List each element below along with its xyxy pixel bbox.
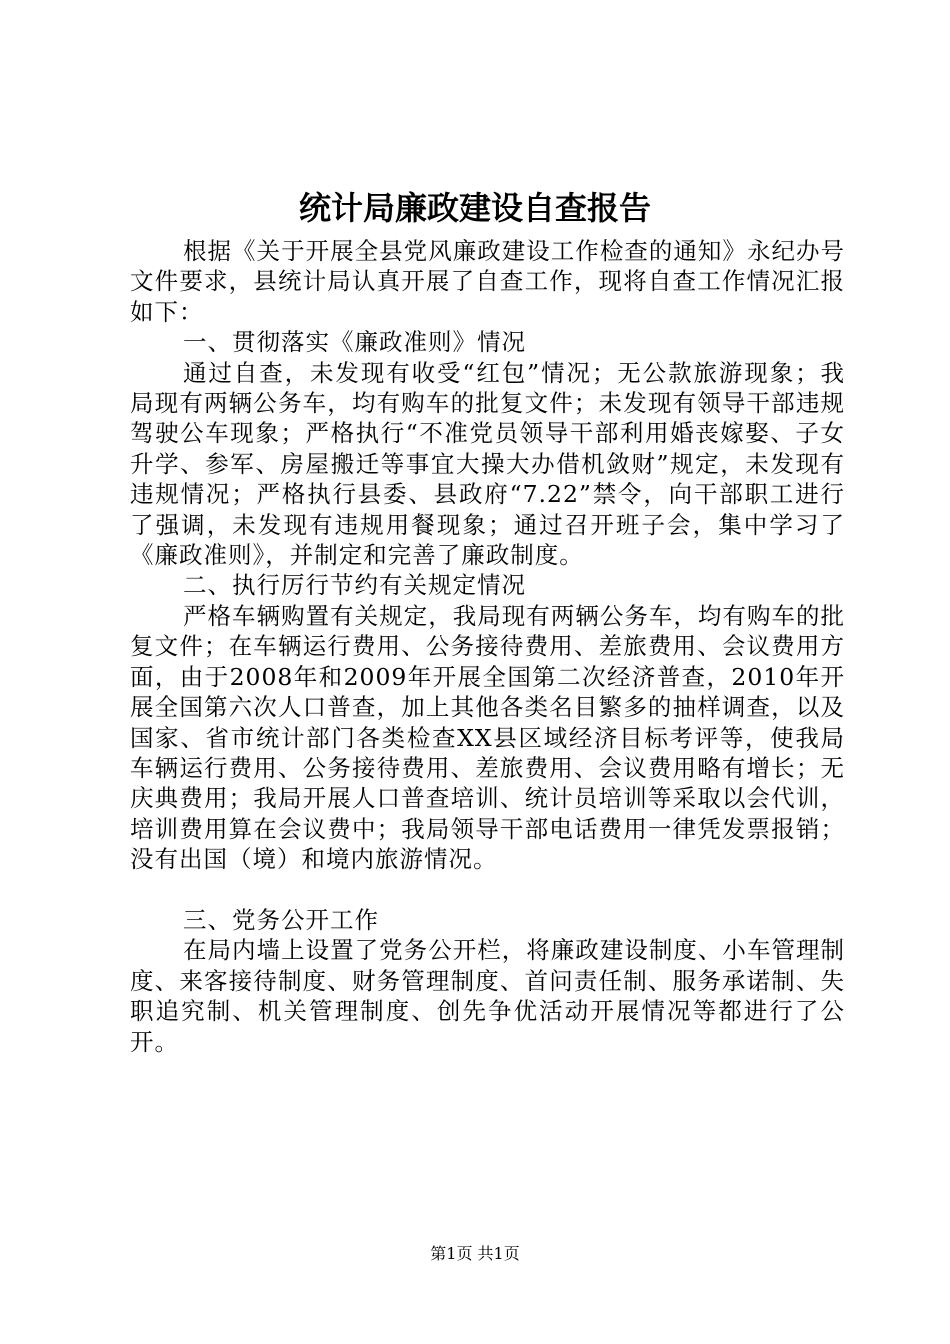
section-2-heading: 二、执行厉行节约有关规定情况 — [183, 571, 526, 600]
section-1-heading: 一、贯彻落实《廉政准则》情况 — [183, 328, 526, 357]
section-3-body: 在局内墙上设置了党务公开栏，将廉政建设制度、小车管理制度、来客接待制度、财务管理制度、首问责任制、服务承诺制、失职追究制、机关管理制度、创先争优活动开展情况等都进行了公开。 — [130, 936, 845, 1056]
section-2-body: 严格车辆购置有关规定，我局现有两辆公务车，均有购车的批复文件；在车辆运行费用、公务接待费用、差旅费用、会议费用方面，由于2008年和2009年开展全国第二次经济普查，2010年开展全国第六次人口普查，加上其他各类名目繁多的抽样调查，以及国家、省市统计部门各类检查XX县区域经济目标考评等，使我局车辆运行费用、公务接待费用、差旅费用、会议费用略有增长；无庆典费用；我局开展人口普查培训、统计员培训等采取以会代训，培训费用算在会议费中；我局领导干部电话费用一律凭发票报销；没有出国（境）和境内旅游情况。 — [130, 601, 845, 874]
document-body — [130, 236, 845, 1057]
intro-paragraph: 根据《关于开展全县党风廉政建设工作检查的通知》永纪办号文件要求，县统计局认真开展了自查工作，现将自查工作情况汇报如下： — [130, 237, 845, 326]
section-1-body: 通过自查，未发现有收受“红包”情况；无公款旅游现象；我局现有两辆公务车，均有购车的批复文件；未发现有领导干部违规驾驶公车现象；严格执行“不准党员领导干部利用婚丧嫁娶、子女升学、参军、房屋搬迁等事宜大操大办借机敛财”规定，未发现有违规情况；严格执行县委、县政府“7.22”禁令，向干部职工进行了强调，未发现有违规用餐现象；通过召开班子会，集中学习了《廉政准则》，并制定和完善了廉政制度。 — [130, 358, 845, 570]
section-3-heading: 三、党务公开工作 — [183, 905, 379, 934]
blank-line — [130, 875, 845, 905]
document-title: 统计局廉政建设自查报告 — [298, 189, 651, 227]
page-footer: 第1页 共1页 — [430, 1244, 520, 1263]
